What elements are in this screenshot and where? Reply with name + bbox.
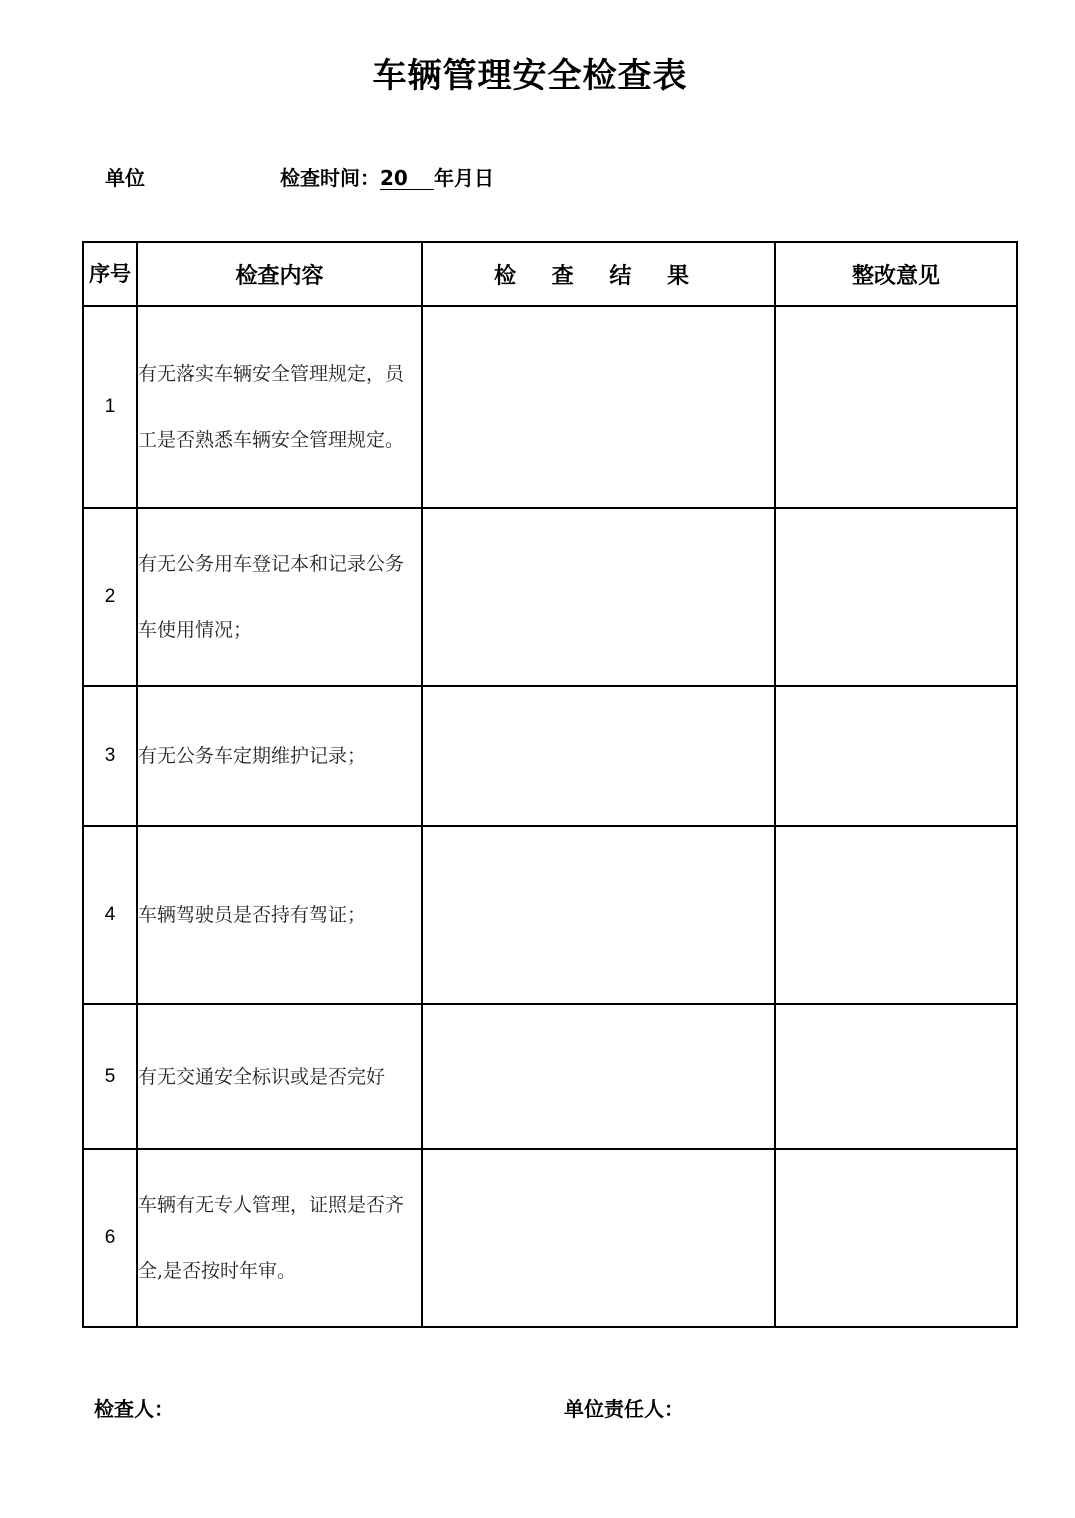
row-content: 车辆有无专人管理，证照是否齐全,是否按时年审。: [137, 1149, 422, 1327]
table-row: [83, 1004, 1017, 1149]
responsible-person-label: 单位责任人：: [564, 1397, 684, 1421]
page-title: 车辆管理安全检查表: [372, 56, 688, 96]
result-cell[interactable]: [422, 306, 775, 508]
header-result: 检 查 结 果: [422, 242, 775, 306]
inspection-time: [280, 162, 494, 191]
result-cell[interactable]: [422, 508, 775, 686]
opinion-cell[interactable]: [775, 686, 1017, 826]
table-row: [83, 1149, 1017, 1327]
table-row: [83, 508, 1017, 686]
table-row: [83, 826, 1017, 1004]
row-number: 3: [83, 686, 137, 826]
opinion-cell[interactable]: [775, 1149, 1017, 1327]
opinion-cell[interactable]: [775, 306, 1017, 508]
row-content: 有无公务车定期维护记录；: [137, 686, 422, 826]
inspection-table: [82, 241, 1018, 1328]
opinion-cell[interactable]: [775, 508, 1017, 686]
row-content: 有无落实车辆安全管理规定，员工是否熟悉车辆安全管理规定。: [137, 306, 422, 508]
table-row: [83, 686, 1017, 826]
row-content: 有无交通安全标识或是否完好: [137, 1004, 422, 1149]
row-content: 车辆驾驶员是否持有驾证；: [137, 826, 422, 1004]
row-number: 4: [83, 826, 137, 1004]
result-cell[interactable]: [422, 1149, 775, 1327]
row-number: 2: [83, 508, 137, 686]
inspection-time-label: 检查时间：: [280, 166, 380, 190]
table-row: [83, 306, 1017, 508]
result-cell[interactable]: [422, 1004, 775, 1149]
header-content: 检查内容: [137, 242, 422, 306]
row-number: 6: [83, 1149, 137, 1327]
table-header-row: [83, 242, 1017, 306]
opinion-cell[interactable]: [775, 1004, 1017, 1149]
inspection-date-suffix: 年月日: [434, 166, 494, 190]
row-number: 1: [83, 306, 137, 508]
inspector-label: 检查人：: [94, 1397, 174, 1421]
opinion-cell[interactable]: [775, 826, 1017, 1004]
header-opinion: 整改意见: [775, 242, 1017, 306]
result-cell[interactable]: [422, 826, 775, 1004]
header-no: 序号: [83, 242, 137, 306]
unit-label: 单位: [105, 166, 145, 190]
row-number: 5: [83, 1004, 137, 1149]
result-cell[interactable]: [422, 686, 775, 826]
inspection-year-field[interactable]: 20: [380, 167, 434, 190]
row-content: 有无公务用车登记本和记录公务车使用情况；: [137, 508, 422, 686]
